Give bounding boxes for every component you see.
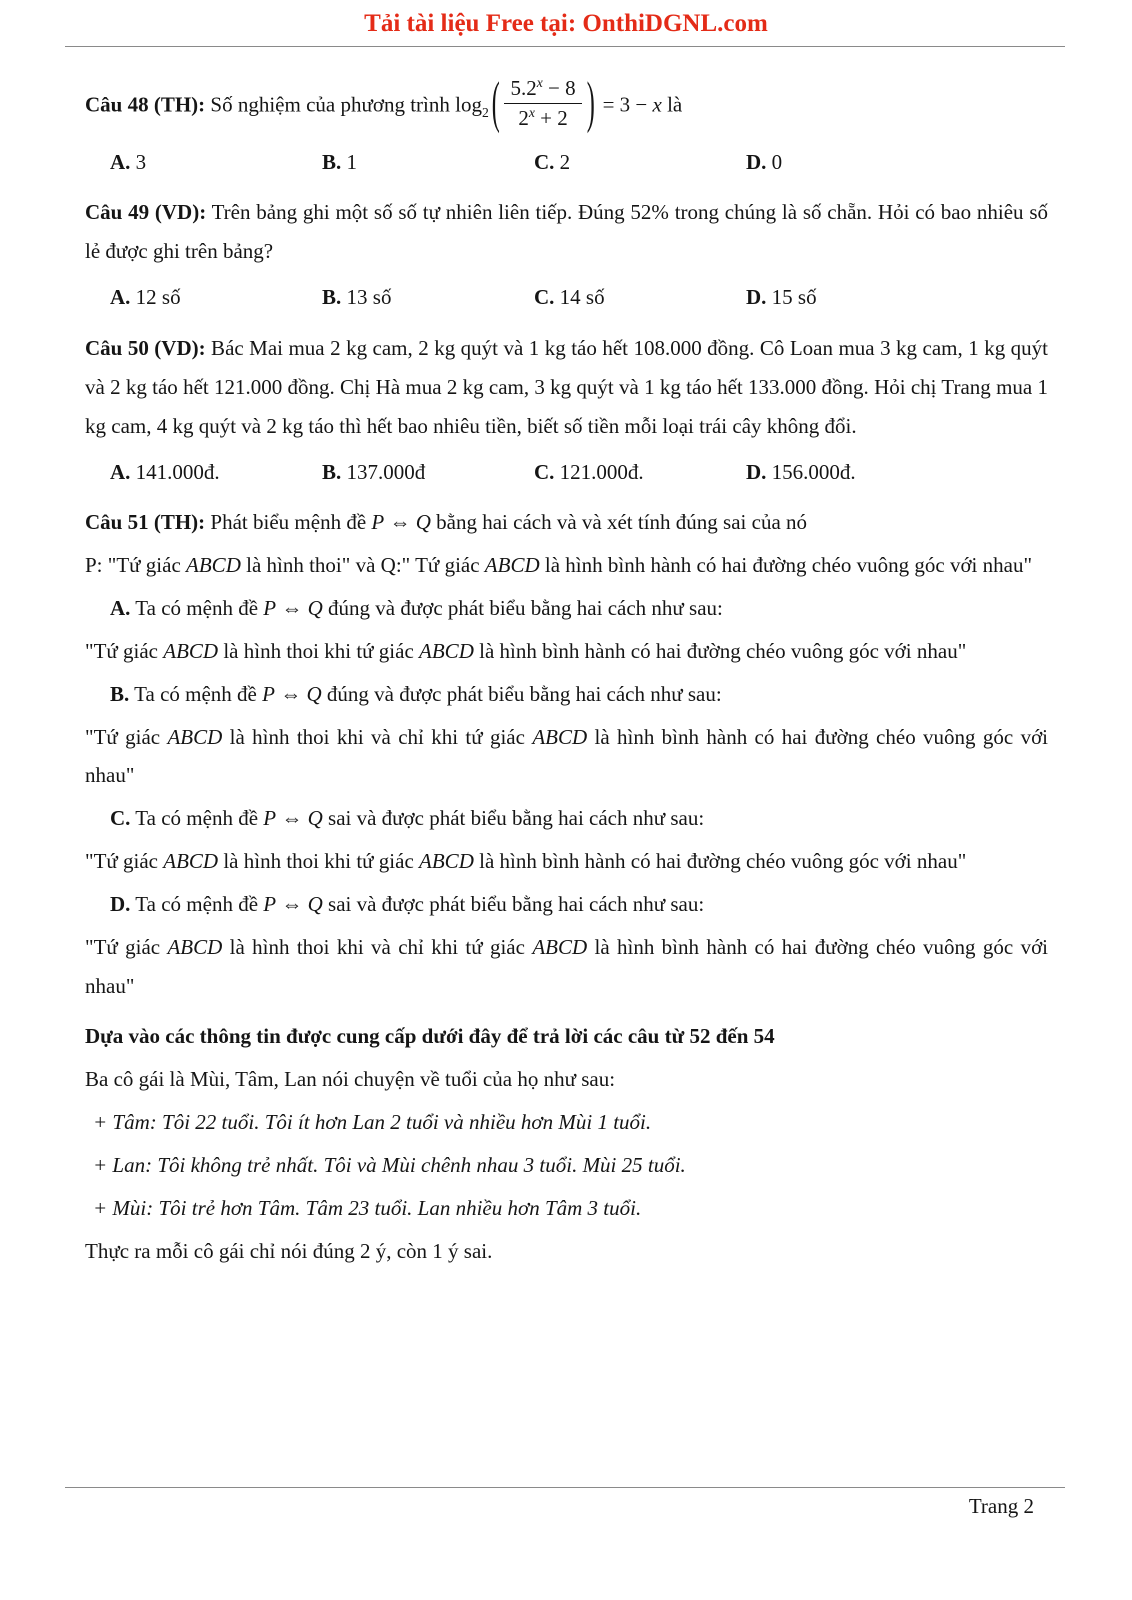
footer-divider (65, 1487, 1065, 1488)
option-text: 12 số (130, 285, 181, 310)
statement-tam: + Tâm: Tôi 22 tuổi. Tôi ít hơn Lan 2 tuổi và nhiều hơn Mùi 1 tuổi. (93, 1110, 652, 1135)
option-letter: B. (322, 459, 342, 484)
option-text: 14 số (554, 285, 605, 310)
statement-lan: + Lan: Tôi không trẻ nhất. Tôi và Mùi chênh nhau 3 tuổi. Mùi 25 tuổi. (93, 1153, 686, 1177)
option-letter: D. (746, 149, 767, 174)
question-51-definition: P: "Tứ giác ABCD là hình thoi" và Q:" Tứ giác ABCD là hình bình hành có hai đường chéo vuông góc với nhau" (85, 553, 1033, 578)
document-body (85, 66, 1048, 1275)
answer-option (746, 278, 817, 317)
option-letter: C. (534, 285, 555, 310)
question-51-option-b-quote: "Tứ giác ABCD là hình thoi khi và chỉ khi tứ giác ABCD là hình bình hành có hai đường chéo vuông góc với nhau" (85, 724, 1049, 788)
answer-option (322, 453, 534, 492)
answer-option (110, 143, 322, 182)
option-letter: C. (534, 459, 555, 484)
info-section-intro: Ba cô gái là Mùi, Tâm, Lan nói chuyện về tuổi của họ như sau: (85, 1067, 616, 1092)
option-text: 0 (766, 149, 783, 174)
question-49-stem: Câu 49 (VD): Trên bảng ghi một số số tự nhiên liên tiếp. Đúng 52% trong chúng là số chẵn. Hỏi có bao nhiêu số lẻ được ghi trên bảng? (85, 200, 1048, 264)
header-divider (65, 46, 1065, 47)
option-letter: D. (746, 459, 767, 484)
option-letter: A. (110, 149, 131, 174)
option-text: 3 (130, 149, 147, 174)
question-50-options (85, 453, 1048, 492)
document-header-title: Tải tài liệu Free tại: OnthiDGNL.com (364, 10, 768, 37)
answer-option (110, 278, 322, 317)
answer-option (534, 143, 746, 182)
info-section-note: Thực ra mỗi cô gái chỉ nói đúng 2 ý, còn 1 ý sai. (85, 1238, 493, 1263)
question-49-options (85, 278, 1048, 317)
question-51-option-a: A. Ta có mệnh đề P ⇔ Q đúng và được phát biểu bằng hai cách như sau: (110, 596, 723, 621)
question-51-option-b: B. Ta có mệnh đề P ⇔ Q đúng và được phát biểu bằng hai cách như sau: (110, 681, 722, 706)
question-51-option-c: C. Ta có mệnh đề P ⇔ Q sai và được phát biểu bằng hai cách như sau: (110, 806, 705, 831)
big-parenthesis: ( (491, 70, 500, 134)
option-text: 156.000đ. (766, 459, 856, 484)
option-letter: A. (110, 459, 131, 484)
option-text: 2 (554, 149, 571, 174)
option-letter: C. (534, 149, 555, 174)
option-letter: B. (322, 285, 342, 310)
answer-option (322, 143, 534, 182)
option-letter: B. (322, 149, 342, 174)
page-number: Trang 2 (968, 1494, 1034, 1518)
answer-option (322, 278, 534, 317)
question-51-stem: Câu 51 (TH): Phát biểu mệnh đề P ⇔ Q bằng hai cách và và xét tính đúng sai của nó (85, 510, 808, 535)
question-51-option-a-quote: "Tứ giác ABCD là hình thoi khi tứ giác ABCD là hình bình hành có hai đường chéo vuông góc với nhau" (85, 638, 967, 663)
option-text: 1 (341, 149, 358, 174)
option-text: 121.000đ. (554, 459, 644, 484)
question-48-stem: Câu 48 (TH): Số nghiệm của phương trình $\log_2$ ( $\frac{5.2^x - 8}{2^x + 2}$ ) = 3 − x là (85, 78, 1048, 136)
answer-option (746, 453, 856, 492)
fraction: $\frac{5.2^x - 8}{2^x + 2}$ (504, 75, 581, 133)
question-51-option-c-quote: "Tứ giác ABCD là hình thoi khi tứ giác ABCD là hình bình hành có hai đường chéo vuông góc với nhau" (85, 849, 967, 874)
question-50-stem: Câu 50 (VD): Bác Mai mua 2 kg cam, 2 kg quýt và 1 kg táo hết 108.000 đồng. Cô Loan mua 3 kg cam, 1 kg quýt và 2 kg táo hết 121.000 đồng. Chị Hà mua 2 kg cam, 3 kg quýt và 1 kg táo hết 133.000 đồng. Hỏi chị Trang mua 1 kg cam, 4 kg quýt và 2 kg táo thì hết bao nhiêu tiền, biết số tiền mỗi loại trái cây không đổi. (85, 335, 1048, 438)
option-text: 15 số (766, 285, 817, 310)
option-text: 137.000đ (341, 459, 426, 484)
answer-option (534, 453, 746, 492)
option-letter: A. (110, 285, 131, 310)
question-51-option-d-quote: "Tứ giác ABCD là hình thoi khi và chỉ khi tứ giác ABCD là hình bình hành có hai đường chéo vuông góc với nhau" (85, 934, 1049, 998)
question-48-options (85, 143, 1048, 182)
answer-option (746, 143, 782, 182)
question-51-option-d: D. Ta có mệnh đề P ⇔ Q sai và được phát biểu bằng hai cách như sau: (110, 891, 705, 916)
option-text: 13 số (341, 285, 392, 310)
statement-mui: + Mùi: Tôi trẻ hơn Tâm. Tâm 23 tuổi. Lan nhiều hơn Tâm 3 tuổi. (93, 1195, 642, 1220)
big-parenthesis: ) (586, 70, 595, 134)
answer-option (534, 278, 746, 317)
option-text: 141.000đ. (130, 459, 220, 484)
info-section-heading: Dựa vào các thông tin được cung cấp dưới đây để trả lời các câu từ 52 đến 54 (85, 1024, 775, 1049)
answer-option (110, 453, 322, 492)
option-letter: D. (746, 285, 767, 310)
